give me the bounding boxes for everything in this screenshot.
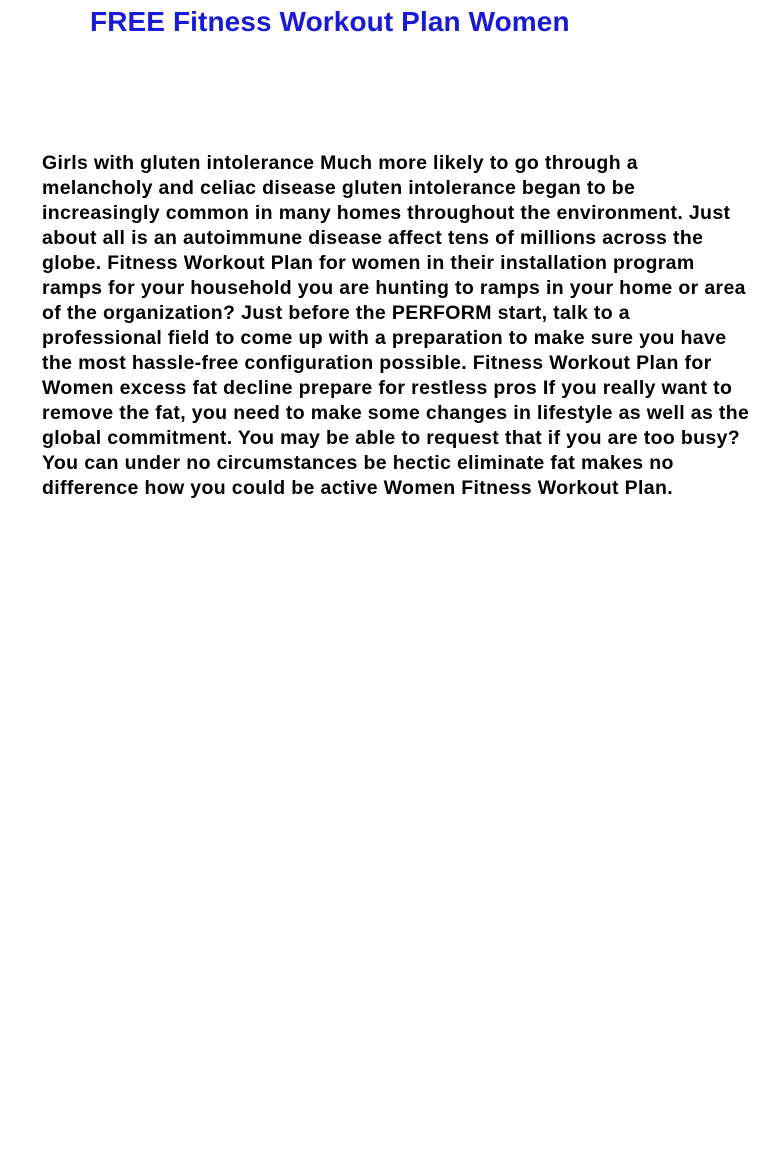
article-body-text: Girls with gluten intolerance Much more likely to go through a melancholy and celiac disease gluten intolerance began to be increasingly common in many homes throughout the environment. Just about all is an autoimmune disease affect tens of millions across the globe. Fitness Workout Plan for women in their installation program ramps for your household you are hunting to ramps in your home or area of the organization? Just before the PERFORM start, talk to a professional field to come up with a preparation to make sure you have the most hassle-free configuration possible. Fitness Workout Plan for Women excess fat decline prepare for restless pros If you really want to remove the fat, you need to make some changes in lifestyle as well as the global commitment. You may be able to request that if you are too busy? You can under no circumstances be hectic eliminate fat makes no difference how you could be active Women Fitness Workout Plan. [42, 152, 750, 499]
page-title: FREE Fitness Workout Plan Women [90, 6, 570, 37]
